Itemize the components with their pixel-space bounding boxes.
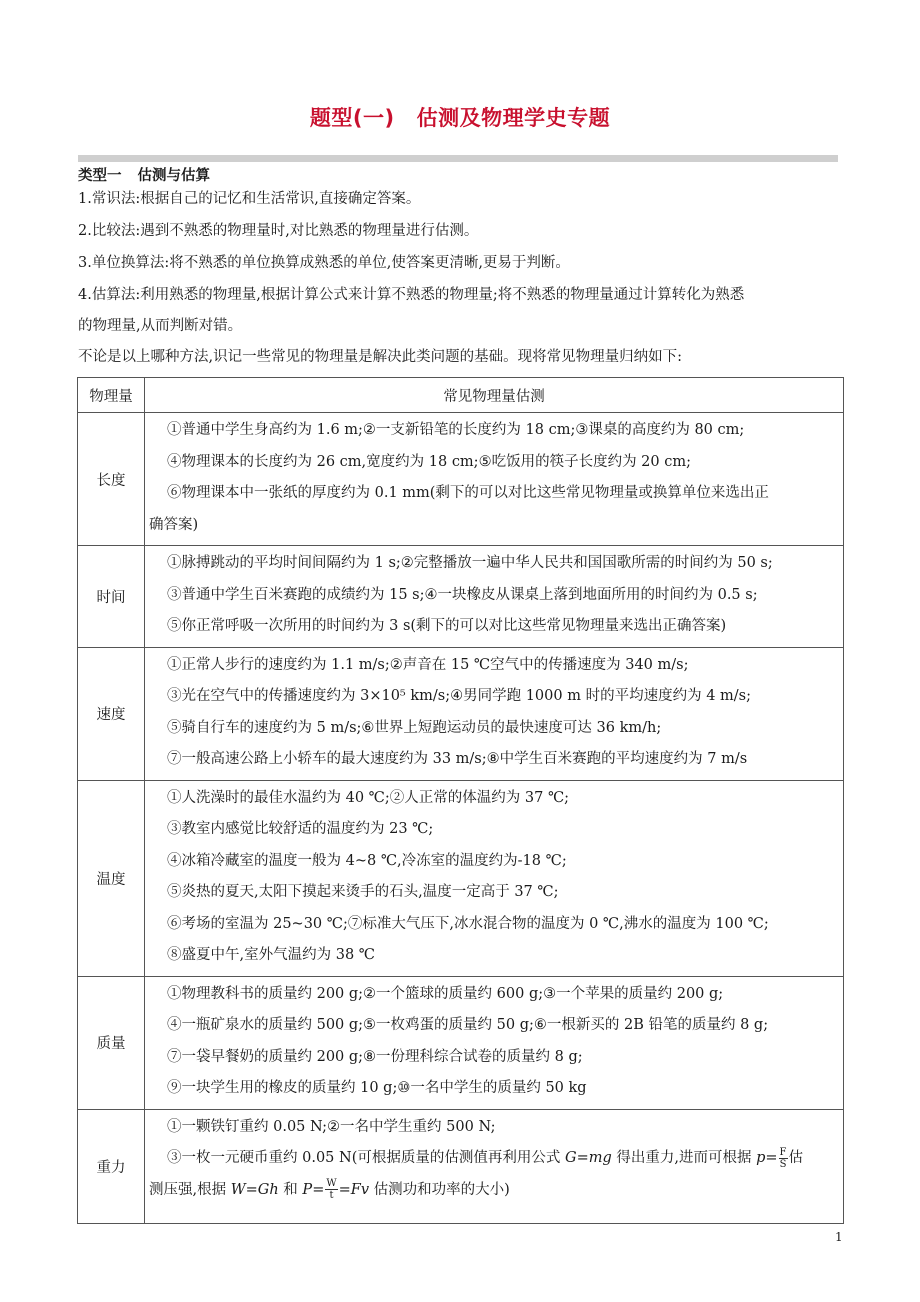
table-header-row xyxy=(78,378,844,413)
list-item: ⑥考场的室温为 25~30 ℃;⑦标准大气压下,冰水混合物的温度为 0 ℃,沸水的温度为 100 ℃; xyxy=(167,915,769,932)
page-number: 1 xyxy=(835,1230,843,1244)
fraction-numerator: W xyxy=(326,1178,337,1189)
list-item: ⑤炎热的夏天,太阳下摸起来烫手的石头,温度一定高于 37 ℃; xyxy=(167,884,559,900)
section-label: 类型一 xyxy=(78,168,122,184)
list-item: ①一颗铁钉重约 0.05 N;②一名中学生重约 500 N; xyxy=(167,1118,496,1135)
list-item: ①普通中学生身高约为 1.6 m;②一支新铅笔的长度约为 18 cm;③课桌的高度约为 80 cm; xyxy=(167,422,745,438)
row-label-mass: 质量 xyxy=(78,976,145,1109)
table-row xyxy=(78,413,844,546)
list-item: ①物理教科书的质量约 200 g;②一个篮球的质量约 600 g;③一个苹果的质量约 200 g; xyxy=(167,985,724,1002)
text-fragment: 和 xyxy=(278,1181,303,1198)
table-row xyxy=(78,546,844,648)
text-fragment: ③一枚一元硬币重约 0.05 N(可根据质量的估测值再利用公式 xyxy=(167,1150,565,1166)
row-label-gravity: 重力 xyxy=(78,1109,145,1223)
list-item: ③普通中学生百米赛跑的成绩约为 15 s;④一块橡皮从课桌上落到地面所用的时间约为 0.5 s; xyxy=(167,586,758,603)
title-prefix: 题型(一) xyxy=(309,106,395,130)
formula-var: p xyxy=(756,1150,766,1166)
row-content-gravity xyxy=(145,1109,844,1223)
formula-var: G xyxy=(564,1150,577,1166)
summary-text: 不论是以上哪种方法,识记一些常见的物理量是解决此类问题的基础。现将常见物理量归纳如下: xyxy=(78,349,682,365)
formula-eq: = xyxy=(576,1150,589,1166)
list-item: ⑤你正常呼吸一次所用的时间约为 3 s(剩下的可以对比这些常见物理量来选出正确答案) xyxy=(167,618,727,634)
method-2: 2.比较法:遇到不熟悉的物理量时,对比熟悉的物理量进行估测。 xyxy=(78,223,479,239)
list-item: ④冰箱冷藏室的温度一般为 4~8 ℃,冷冻室的温度约为-18 ℃; xyxy=(167,852,567,869)
method-4-cont: 的物理量,从而判断对错。 xyxy=(78,318,243,334)
row-label-temperature: 温度 xyxy=(78,780,145,976)
table-row xyxy=(78,976,844,1109)
text-fragment: 测压强,根据 xyxy=(149,1181,231,1198)
list-item: ①人洗澡时的最佳水温约为 40 ℃;②人正常的体温约为 37 ℃; xyxy=(167,789,570,806)
row-content-mass xyxy=(145,976,844,1109)
method-3: 3.单位换算法:将不熟悉的单位换算成熟悉的单位,使答案更清晰,更易于判断。 xyxy=(78,255,570,271)
header-quantity: 物理量 xyxy=(78,378,145,413)
title-text: 估测及物理学史专题 xyxy=(416,106,611,130)
list-item xyxy=(149,1175,839,1207)
list-item: 确答案) xyxy=(149,516,199,533)
list-item: ①正常人步行的速度约为 1.1 m/s;②声音在 15 ℃空气中的传播速度为 340 m/s; xyxy=(167,656,689,673)
list-item: ⑥物理课本中一张纸的厚度约为 0.1 mm(剩下的可以对比这些常见物理量或换算单位来选出正 xyxy=(167,485,769,501)
formula-work: W=Gh xyxy=(230,1181,279,1198)
fraction-denominator: t xyxy=(329,1190,334,1201)
formula-var: mg xyxy=(588,1150,612,1166)
list-item: ③教室内感觉比较舒适的温度约为 23 ℃; xyxy=(167,821,434,837)
text-fragment: 估测功和功率的大小) xyxy=(369,1181,510,1198)
formula-eq: = xyxy=(312,1181,325,1198)
fraction-numerator: F xyxy=(779,1146,787,1158)
formula-eq: = xyxy=(765,1150,778,1166)
row-content-time xyxy=(145,546,844,648)
section-heading xyxy=(78,164,210,185)
row-content-temperature xyxy=(145,780,844,976)
row-label-speed: 速度 xyxy=(78,647,145,780)
list-item: ⑧盛夏中午,室外气温约为 38 ℃ xyxy=(167,947,375,963)
list-item: ③光在空气中的传播速度约为 3×10⁵ km/s;④男同学跑 1000 m 时的平均速度约为 4 m/s; xyxy=(167,688,751,704)
list-item: ⑤骑自行车的速度约为 5 m/s;⑥世界上短跑运动员的最快速度可达 36 km/h; xyxy=(167,719,662,736)
table-row xyxy=(78,647,844,780)
section-divider xyxy=(78,155,838,162)
formula-var: P xyxy=(302,1181,313,1198)
fraction-denominator: S xyxy=(779,1158,787,1170)
row-label-time: 时间 xyxy=(78,546,145,648)
estimation-table xyxy=(77,377,844,1224)
header-estimates: 常见物理量估测 xyxy=(145,378,844,413)
list-item: ⑦一袋早餐奶的质量约 200 g;⑧一份理科综合试卷的质量约 8 g; xyxy=(167,1048,583,1065)
text-fragment: 估 xyxy=(788,1150,803,1166)
table-row xyxy=(78,1109,844,1223)
list-item: ⑨一块学生用的橡皮的质量约 10 g;⑩一名中学生的质量约 50 kg xyxy=(167,1080,587,1096)
row-content-speed xyxy=(145,647,844,780)
row-label-length: 长度 xyxy=(78,413,145,546)
fraction-f-over-s xyxy=(779,1147,788,1170)
list-item: ④物理课本的长度约为 26 cm,宽度约为 18 cm;⑤吃饭用的筷子长度约为 20 cm; xyxy=(167,453,691,470)
method-4: 4.估算法:利用熟悉的物理量,根据计算公式来计算不熟悉的物理量;将不熟悉的物理量通过计算转化为熟悉 xyxy=(78,287,745,303)
section-title: 估测与估算 xyxy=(137,168,210,184)
method-1: 1.常识法:根据自己的记忆和生活常识,直接确定答案。 xyxy=(78,191,421,207)
list-item: ⑦一般高速公路上小轿车的最大速度约为 33 m/s;⑧中学生百米赛跑的平均速度约为 7 m/s xyxy=(167,751,748,767)
text-fragment: 得出重力,进而可根据 xyxy=(611,1150,757,1166)
page-title xyxy=(0,102,920,132)
list-item: ④一瓶矿泉水的质量约 500 g;⑤一枚鸡蛋的质量约 50 g;⑥一根新买的 2B 铅笔的质量约 8 g; xyxy=(167,1017,769,1033)
fraction-w-over-t xyxy=(325,1178,337,1201)
table-row xyxy=(78,780,844,976)
list-item xyxy=(167,1143,839,1175)
row-content-length xyxy=(145,413,844,546)
list-item: ①脉搏跳动的平均时间间隔约为 1 s;②完整播放一遍中华人民共和国国歌所需的时间约为 50 s; xyxy=(167,555,773,571)
formula-power: =Fv xyxy=(338,1181,370,1198)
